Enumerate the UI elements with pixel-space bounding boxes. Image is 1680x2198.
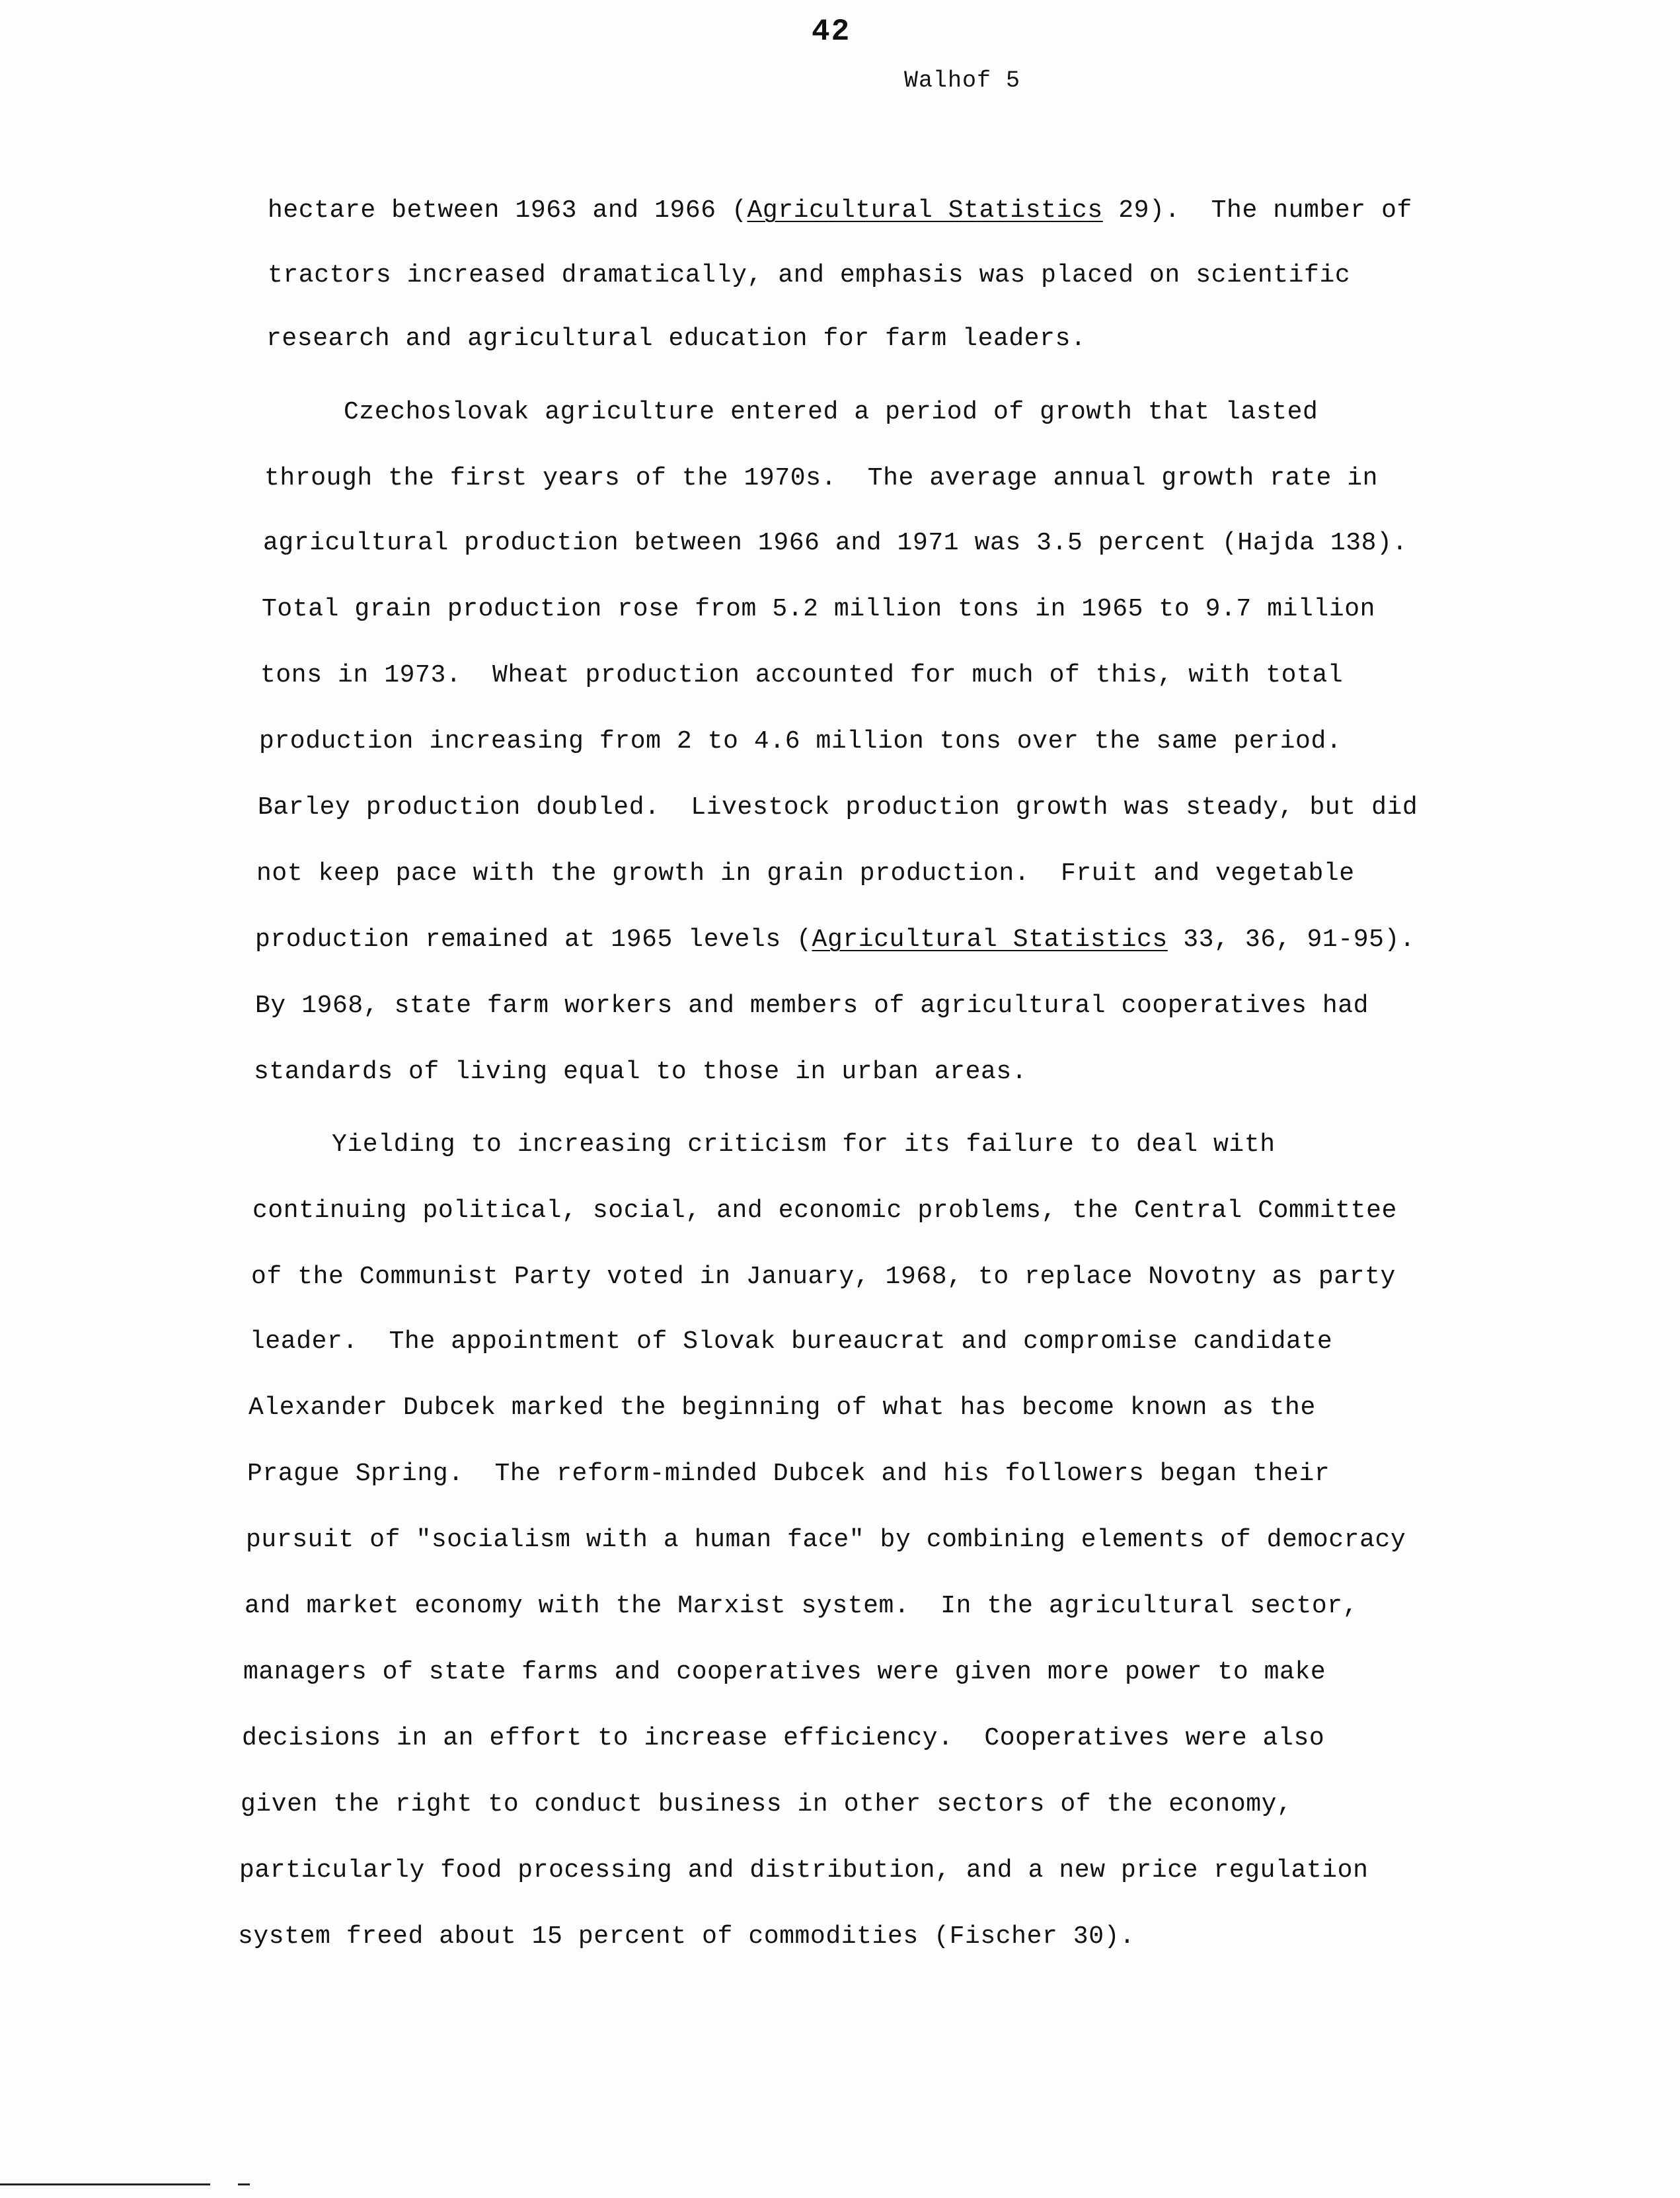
text-line (262, 597, 1375, 622)
text-line (268, 263, 1350, 288)
underlined-title: Agricultural Statistics (747, 196, 1103, 225)
line-text: given the right to conduct business in other sectors of the economy, (241, 1790, 1293, 1819)
underlined-title: Agricultural Statistics (812, 925, 1168, 954)
line-text: decisions in an effort to increase efficiency. Cooperatives were also (242, 1724, 1325, 1752)
text-line (332, 1132, 1276, 1158)
text-line (256, 861, 1355, 886)
text-line (268, 198, 1412, 223)
page-number: 42 (812, 15, 851, 49)
line-text: By 1968, state farm workers and members of agricultural cooperatives had (255, 992, 1369, 1020)
line-text: not keep pace with the growth in grain production. Fruit and vegetable (256, 859, 1355, 888)
line-text: continuing political, social, and economic problems, the Central Committee (252, 1197, 1397, 1225)
line-text: managers of state farms and cooperatives were given more power to make (243, 1658, 1326, 1686)
line-text: hectare between 1963 and 1966 ( (268, 196, 747, 225)
line-text: through the first years of the 1970s. The average annual growth rate in (264, 464, 1379, 492)
text-line (239, 1858, 1368, 1883)
text-line (247, 1462, 1330, 1487)
line-text: agricultural production between 1966 and 1971 was 3.5 percent (Hajda 138). (263, 529, 1408, 557)
line-text: 33, 36, 91-95). (1167, 925, 1416, 954)
text-line (260, 663, 1343, 688)
text-line (264, 466, 1378, 491)
line-text: particularly food processing and distribution, and a new price regulation (239, 1856, 1369, 1885)
text-line (263, 531, 1408, 556)
line-text: tractors increased dramatically, and emphasis was placed on scientific (268, 261, 1351, 290)
line-text: tons in 1973. Wheat production accounted for much of this, with total (260, 661, 1344, 689)
line-text: production increasing from 2 to 4.6 million tons over the same period. (259, 727, 1342, 756)
line-text: system freed about 15 percent of commodities (Fischer 30). (238, 1922, 1135, 1951)
text-line (254, 1060, 1027, 1085)
text-line (259, 729, 1342, 754)
line-text: Alexander Dubcek marked the beginning of what has become known as the (248, 1393, 1316, 1422)
line-text: research and agricultural education for farm leaders. (266, 325, 1087, 353)
footer-rule-fragment (238, 2183, 250, 2185)
line-text: Total grain production rose from 5.2 million tons in 1965 to 9.7 million (262, 595, 1376, 623)
line-text: Czechoslovak agriculture entered a period of growth that lasted (344, 398, 1318, 426)
line-text: of the Communist Party voted in January, 1968, to replace Novotny as party (251, 1263, 1396, 1291)
text-line (250, 1329, 1332, 1354)
text-line (344, 400, 1318, 425)
text-line (246, 1528, 1406, 1553)
running-head: Walhof 5 (904, 67, 1021, 94)
text-line (241, 1792, 1292, 1817)
line-text: 29). The number of (1102, 196, 1412, 225)
text-line (245, 1594, 1358, 1619)
line-text: leader. The appointment of Slovak bureaucrat and compromise candidate (250, 1327, 1333, 1356)
line-text: Barley production doubled. Livestock production growth was steady, but did (258, 793, 1418, 822)
text-line (238, 1924, 1135, 1949)
line-text: standards of living equal to those in urban areas. (254, 1058, 1028, 1086)
text-line (255, 994, 1369, 1019)
line-text: Prague Spring. The reform-minded Dubcek and his followers began their (247, 1460, 1330, 1488)
line-text: pursuit of "socialism with a human face" by combining elements of democracy (246, 1526, 1406, 1554)
line-text: and market economy with the Marxist system. In the agricultural sector, (245, 1592, 1359, 1620)
text-line (242, 1726, 1324, 1751)
text-line (266, 327, 1086, 352)
line-text: Yielding to increasing criticism for its failure to deal with (332, 1130, 1276, 1159)
line-text: production remained at 1965 levels ( (255, 925, 812, 954)
footer-rule (0, 2183, 210, 2185)
text-line (255, 927, 1415, 953)
text-line (248, 1395, 1316, 1421)
text-line (251, 1265, 1396, 1290)
text-line (252, 1198, 1397, 1224)
text-line (258, 795, 1418, 820)
text-line (243, 1660, 1326, 1685)
